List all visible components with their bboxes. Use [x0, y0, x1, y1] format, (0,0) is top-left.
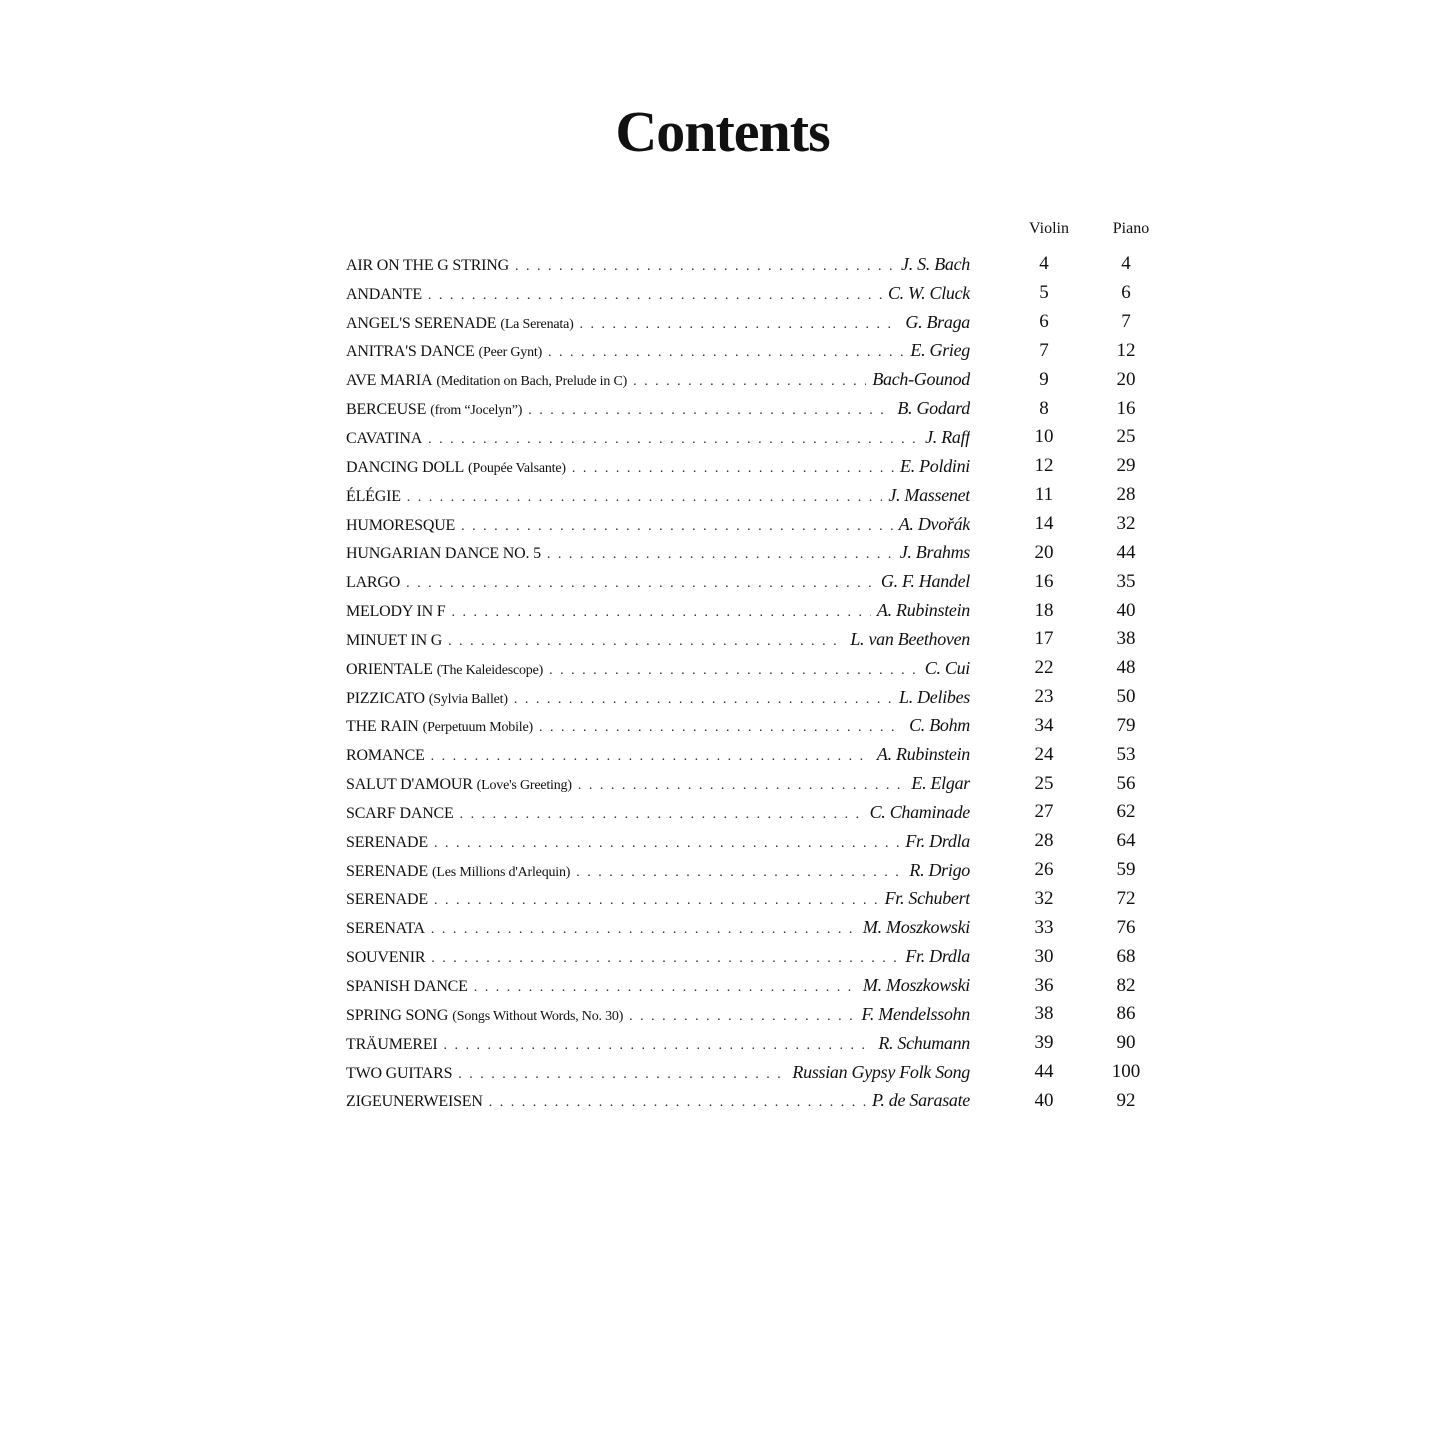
dot-leader	[539, 720, 903, 736]
toc-entry-left	[346, 514, 970, 535]
entry-title	[346, 891, 428, 909]
entry-composer: E. Poldini	[900, 455, 970, 476]
piano-page-number: 82	[1116, 974, 1136, 996]
violin-page-number: 9	[1039, 368, 1049, 390]
entry-composer: C. Cui	[924, 657, 970, 678]
violin-page-number: 26	[1034, 859, 1054, 881]
entry-title-text: CAVATINA	[346, 429, 423, 447]
entry-title	[346, 834, 428, 852]
entry-title-text: ÉLÉGIE	[346, 487, 401, 505]
dot-leader	[451, 605, 870, 621]
entry-title-text: SPRING SONG	[346, 1006, 449, 1024]
piano-column-header: Piano	[1112, 220, 1150, 237]
toc-entry-left	[346, 600, 970, 621]
dot-leader	[448, 634, 844, 650]
piano-page-number: 62	[1116, 801, 1136, 823]
entry-title	[346, 718, 533, 736]
piano-page-number: 48	[1116, 657, 1136, 679]
dot-leader	[578, 778, 906, 794]
entry-subtitle: (Songs Without Words, No. 30)	[452, 1008, 624, 1024]
toc-entry	[346, 625, 1166, 654]
entry-title	[346, 401, 522, 419]
violin-page-number: 39	[1034, 1032, 1054, 1054]
toc-entry	[346, 1029, 1166, 1058]
entry-subtitle: (Meditation on Bach, Prelude in C)	[436, 374, 628, 390]
piano-page-number: 68	[1116, 945, 1136, 967]
entry-title	[346, 863, 570, 881]
piano-page-number: 38	[1116, 628, 1136, 650]
violin-page-number: 7	[1039, 339, 1049, 361]
toc-entry-left	[346, 831, 970, 852]
entry-title	[346, 286, 422, 304]
entry-title-text: SPANISH DANCE	[346, 978, 468, 996]
dot-leader	[431, 922, 857, 938]
entry-title	[346, 459, 566, 477]
entry-composer: R. Schumann	[878, 1032, 970, 1053]
entry-title-text: SERENADE	[346, 891, 428, 909]
violin-column-header: Violin	[1029, 220, 1069, 237]
toc-entry	[346, 856, 1166, 885]
entry-title-text: PIZZICATO	[346, 689, 425, 707]
toc-entry-left	[346, 975, 970, 996]
dot-leader	[431, 749, 871, 765]
toc-entry-left	[346, 571, 970, 592]
dot-leader	[549, 663, 919, 679]
entry-title-text: SERENADE	[346, 862, 428, 880]
entry-composer: J. S. Bach	[901, 253, 970, 274]
toc-entry-left	[346, 888, 970, 909]
piano-page-number: 16	[1116, 397, 1136, 419]
toc-entry-left	[346, 1090, 970, 1111]
violin-page-number: 38	[1034, 1003, 1054, 1025]
violin-page-number: 8	[1039, 397, 1049, 419]
entry-composer: Fr. Drdla	[905, 830, 970, 851]
toc-entry	[346, 827, 1166, 856]
dot-leader	[576, 865, 903, 881]
entry-title	[346, 545, 541, 563]
toc-entry-left	[346, 427, 970, 448]
entry-title-text: SERENADE	[346, 833, 428, 851]
entry-title-text: ORIENTALE	[346, 660, 433, 678]
entry-title	[346, 747, 425, 765]
toc-entry-left	[346, 283, 970, 304]
piano-page-number: 64	[1116, 830, 1136, 852]
entry-subtitle: (The Kaleidescope)	[436, 662, 544, 678]
entry-title-text: BERCEUSE	[346, 401, 427, 419]
toc-entry-left	[346, 629, 970, 650]
toc-entry	[346, 250, 1166, 279]
toc-entry	[346, 712, 1166, 741]
dot-leader	[528, 403, 891, 419]
entry-subtitle: (Les Millions d'Arlequin)	[431, 864, 571, 880]
violin-page-number: 28	[1034, 830, 1054, 852]
violin-page-number: 30	[1034, 945, 1054, 967]
toc-entry-left	[346, 658, 970, 679]
entry-title	[346, 603, 445, 621]
toc-entry	[346, 885, 1166, 914]
dot-leader	[460, 807, 864, 823]
entry-composer: L. van Beethoven	[850, 628, 970, 649]
entry-composer: G. F. Handel	[880, 571, 970, 592]
entry-title-text: ZIGEUNERWEISEN	[346, 1093, 483, 1111]
entry-title-text: THE RAIN	[346, 718, 419, 736]
dot-leader	[407, 490, 883, 506]
violin-page-number: 24	[1034, 743, 1054, 765]
entry-title-text: AIR ON THE G STRING	[346, 256, 510, 274]
entry-subtitle: (from “Jocelyn”)	[430, 403, 523, 419]
piano-page-number: 72	[1116, 887, 1136, 909]
piano-page-number: 12	[1116, 339, 1136, 361]
toc-entry-left	[346, 715, 970, 736]
entry-title	[346, 632, 442, 650]
piano-page-number: 79	[1116, 714, 1136, 736]
toc-entry	[346, 654, 1166, 683]
violin-page-number: 33	[1034, 916, 1054, 938]
entry-title	[346, 949, 425, 967]
piano-page-number: 90	[1116, 1032, 1136, 1054]
piano-page-number: 44	[1116, 541, 1136, 563]
entry-title-text: SOUVENIR	[346, 949, 426, 967]
violin-page-number: 27	[1034, 801, 1054, 823]
entry-title	[346, 517, 455, 535]
dot-leader	[629, 1009, 855, 1025]
violin-page-number: 20	[1034, 541, 1054, 563]
violin-page-number: 44	[1034, 1061, 1054, 1083]
piano-page-number: 92	[1116, 1089, 1136, 1111]
page-title: Contents	[615, 99, 830, 164]
entry-title	[346, 661, 543, 679]
violin-page-number: 4	[1039, 253, 1049, 275]
toc-entry	[346, 942, 1166, 971]
entry-title	[346, 1036, 438, 1054]
entry-composer: Bach-Gounod	[872, 369, 970, 390]
piano-page-number: 6	[1121, 282, 1131, 304]
dot-leader	[434, 836, 899, 852]
toc-entry-left	[346, 917, 970, 938]
toc-entry-left	[346, 773, 970, 794]
piano-page-number: 20	[1116, 368, 1136, 390]
entry-subtitle: (Peer Gynt)	[478, 345, 543, 361]
violin-page-number: 14	[1034, 513, 1054, 535]
entry-title	[346, 805, 454, 823]
toc-entry-left	[346, 687, 970, 708]
violin-page-number: 17	[1034, 628, 1054, 650]
entry-title	[346, 574, 400, 592]
toc-entry-left	[346, 398, 970, 419]
entry-title	[346, 343, 542, 361]
entry-composer: A. Rubinstein	[876, 600, 970, 621]
toc-entry	[346, 423, 1166, 452]
toc-entry-left	[346, 340, 970, 361]
violin-page-number: 11	[1034, 484, 1054, 506]
toc-entry	[346, 913, 1166, 942]
violin-page-number: 22	[1034, 657, 1054, 679]
piano-page-number: 50	[1116, 686, 1136, 708]
entry-title	[346, 776, 572, 794]
violin-page-number: 25	[1034, 772, 1054, 794]
violin-page-number: 18	[1034, 599, 1054, 621]
dot-leader	[406, 576, 875, 592]
toc-entry	[346, 510, 1166, 539]
piano-page-number: 86	[1116, 1003, 1136, 1025]
entry-composer: C. Chaminade	[869, 801, 970, 822]
entry-title-text: TWO GUITARS	[346, 1064, 453, 1082]
dot-leader	[547, 547, 894, 563]
violin-page-number: 34	[1034, 714, 1054, 736]
entry-composer: M. Moszkowski	[862, 917, 970, 938]
dot-leader	[428, 432, 919, 448]
entry-composer: Russian Gypsy Folk Song	[792, 1061, 970, 1082]
entry-title	[346, 978, 468, 996]
dot-leader	[633, 374, 866, 390]
toc-entry	[346, 394, 1166, 423]
piano-page-number: 28	[1116, 484, 1136, 506]
dot-leader	[431, 951, 899, 967]
entry-title	[346, 488, 401, 506]
dot-leader	[548, 345, 904, 361]
entry-title-text: TRÄUMEREI	[346, 1035, 438, 1053]
toc-entry	[346, 337, 1166, 366]
entry-composer: B. Godard	[897, 398, 970, 419]
piano-page-number: 7	[1121, 311, 1131, 333]
toc-entry	[346, 683, 1166, 712]
entry-title-text: SCARF DANCE	[346, 804, 454, 822]
toc-entry	[346, 798, 1166, 827]
dot-leader	[580, 317, 900, 333]
violin-page-number: 10	[1034, 426, 1054, 448]
toc-entry-left	[346, 1062, 970, 1083]
entry-title-text: DANCING DOLL	[346, 458, 465, 476]
entry-title-text: ANITRA'S DANCE	[346, 343, 475, 361]
toc-entry-left	[346, 1004, 970, 1025]
entry-title	[346, 690, 508, 708]
toc-entry	[346, 1058, 1166, 1087]
entry-title	[346, 1065, 452, 1083]
toc-entry-left	[346, 946, 970, 967]
toc-entry	[346, 1086, 1166, 1115]
entry-title	[346, 920, 425, 938]
entry-title-text: SALUT D'AMOUR	[346, 776, 473, 794]
piano-page-number: 29	[1116, 455, 1136, 477]
dot-leader	[514, 692, 893, 708]
entry-title-text: AVE MARIA	[346, 372, 433, 390]
dot-leader	[434, 893, 879, 909]
entry-title	[346, 1093, 483, 1111]
entry-composer: E. Elgar	[911, 773, 970, 794]
toc-entry	[346, 740, 1166, 769]
entry-title	[346, 430, 422, 448]
toc-entry	[346, 365, 1166, 394]
violin-page-number: 12	[1034, 455, 1054, 477]
entry-title-text: HUNGARIAN DANCE NO. 5	[346, 545, 541, 563]
dot-leader	[489, 1095, 866, 1111]
dot-leader	[474, 980, 857, 996]
piano-page-number: 56	[1116, 772, 1136, 794]
entry-title-text: ANGEL'S SERENADE	[346, 314, 497, 332]
entry-composer: E. Grieg	[910, 340, 970, 361]
entry-composer: A. Dvořák	[898, 513, 970, 534]
entry-composer: Fr. Schubert	[884, 888, 970, 909]
toc-entry	[346, 481, 1166, 510]
toc-entry-left	[346, 802, 970, 823]
entry-subtitle: (Love's Greeting)	[476, 778, 572, 794]
violin-page-number: 23	[1034, 686, 1054, 708]
toc-entry-left	[346, 369, 970, 390]
piano-page-number: 4	[1121, 253, 1131, 275]
entry-composer: F. Mendelssohn	[861, 1003, 970, 1024]
dot-leader	[572, 461, 894, 477]
toc-entry	[346, 279, 1166, 308]
toc-entry-left	[346, 860, 970, 881]
piano-page-number: 25	[1116, 426, 1136, 448]
violin-page-number: 32	[1034, 887, 1054, 909]
dot-leader	[458, 1067, 786, 1083]
entry-composer: G. Braga	[905, 311, 970, 332]
toc-entry-left	[346, 485, 970, 506]
toc-entry	[346, 596, 1166, 625]
dot-leader	[461, 519, 893, 535]
entry-composer: L. Delibes	[899, 686, 970, 707]
violin-page-number: 5	[1039, 282, 1049, 304]
entry-composer: J. Raff	[925, 426, 970, 447]
entry-composer: J. Brahms	[899, 542, 970, 563]
entry-title-text: SERENATA	[346, 920, 425, 938]
toc-entry-left	[346, 312, 970, 333]
piano-page-number: 35	[1116, 570, 1136, 592]
entry-title-text: ROMANCE	[346, 747, 425, 765]
piano-page-number: 76	[1116, 916, 1136, 938]
entry-title-text: MELODY IN F	[346, 603, 446, 621]
toc-entry	[346, 452, 1166, 481]
entry-composer: Fr. Drdla	[905, 946, 970, 967]
toc-entry-left	[346, 542, 970, 563]
entry-composer: A. Rubinstein	[876, 744, 970, 765]
entry-composer: P. de Sarasate	[872, 1090, 970, 1111]
toc-entry-left	[346, 456, 970, 477]
toc-entry	[346, 971, 1166, 1000]
entry-subtitle: (Sylvia Ballet)	[428, 691, 508, 707]
entry-title-text: MINUET IN G	[346, 631, 443, 649]
entry-subtitle: (La Serenata)	[500, 316, 574, 332]
violin-page-number: 36	[1034, 974, 1054, 996]
toc-entry	[346, 567, 1166, 596]
piano-page-number: 53	[1116, 743, 1136, 765]
toc-entry	[346, 538, 1166, 567]
dot-leader	[444, 1038, 873, 1054]
contents-list	[346, 250, 1166, 1115]
toc-entry-left	[346, 254, 970, 275]
entry-title	[346, 315, 574, 333]
entry-title-text: ANDANTE	[346, 285, 422, 303]
dot-leader	[428, 288, 882, 304]
entry-subtitle: (Perpetuum Mobile)	[422, 720, 533, 736]
entry-composer: R. Drigo	[909, 859, 970, 880]
toc-entry	[346, 1000, 1166, 1029]
entry-composer: C. Bohm	[909, 715, 970, 736]
toc-entry-left	[346, 1033, 970, 1054]
piano-page-number: 32	[1116, 513, 1136, 535]
entry-composer: M. Moszkowski	[862, 975, 970, 996]
entry-title-text: HUMORESQUE	[346, 516, 456, 534]
entry-composer: J. Massenet	[888, 484, 970, 505]
entry-title	[346, 257, 509, 275]
piano-page-number: 40	[1116, 599, 1136, 621]
entry-title	[346, 372, 627, 390]
toc-entry	[346, 769, 1166, 798]
entry-title-text: LARGO	[346, 574, 401, 592]
toc-entry-left	[346, 744, 970, 765]
entry-subtitle: (Poupée Valsante)	[468, 460, 566, 476]
piano-page-number: 59	[1116, 859, 1136, 881]
violin-page-number: 16	[1034, 570, 1054, 592]
entry-title	[346, 1007, 623, 1025]
entry-composer: C. W. Cluck	[887, 282, 970, 303]
violin-page-number: 40	[1034, 1089, 1054, 1111]
violin-page-number: 6	[1039, 311, 1049, 333]
piano-page-number: 100	[1111, 1061, 1141, 1083]
dot-leader	[515, 259, 895, 275]
toc-entry	[346, 308, 1166, 337]
